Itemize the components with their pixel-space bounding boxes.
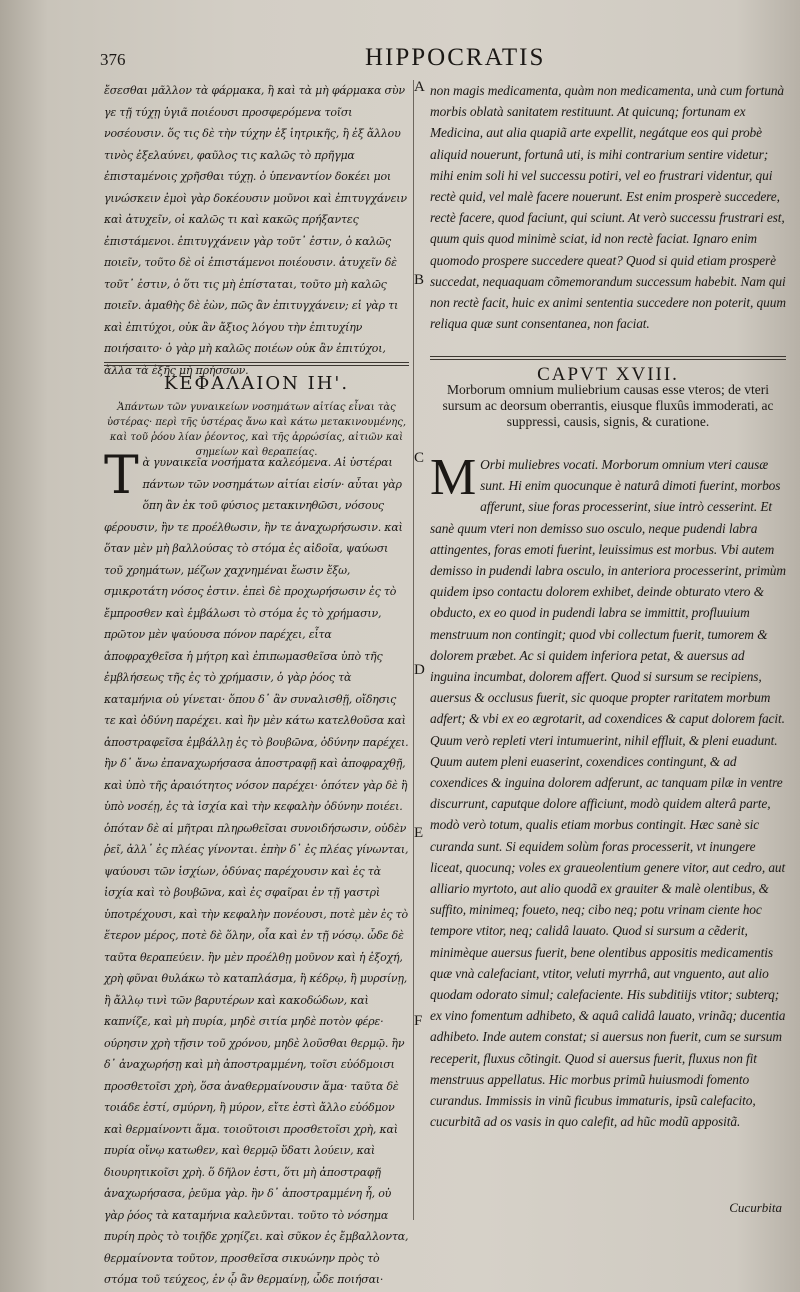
running-head (100, 44, 780, 78)
margin-letter-b: B (414, 272, 425, 288)
page-number: 376 (100, 50, 126, 69)
greek-body-text: ὰ γυναικεῖα νοσήματα καλεόμενα. Αἱ ὑστέραι πάντων τῶν νοσημάτων αἰτίαι εἰσίν· αὗται γὰρ ὅπη ἂν ἐκ τοῦ φύσιος μετακινηθῶσι, νόσους φέρουσιν, ἢν τε προέλθωσιν, ἢν τε ἀναχωρήσωσιν. καὶ ὅταν μὲν μὴ βαλλούσας τὸ στόμα ἐς αἰδοῖα, ψαύωσι τοῦ χρημάτων, μέζων χαχνημέναι ἔωσιν ἔξω, σμικροτάτη νόσος ἐστιν. ἐπεὶ δὲ προχωρήσωσιν ἐς τὸ ἔμπροσθεν καὶ ἐμβάλωσι τὸ στόμα ἐς τὸ χρήμασιν, πρῶτον μὲν ψαύουσα πόνον παρέχει, εἶτα ἀποφραχθεῖσα ἡ μήτρη καὶ ἐπιπωμασθεῖσα ὑπὸ τῆς ἐμβλήσεως τῆς ἐς τὸ χρήμασιν, ὁ γὰρ ῥόος τὰ καταμήνια οὐ γίνεται· ὅπου δ᾽ ἂν συναλισθῇ, οἴδησις τε καὶ ὀδύνη παρέχει. καὶ ἢν μὲν κάτω κατελθοῦσα καὶ ἀποστραφεῖσα ἐμβάλλῃ ἐς τὸ βουβῶνα, ὀδύνην παρέχει. ἢν δ᾽ ἄνω ἐπαναχωρήσασα ἀποστραφῇ καὶ ἀποφραχθῇ, καὶ ὑπὸ τῆς ἀραιότητος νόσον παρέχει· ὁπότεν γὰρ δὲ ἢ ὑπὸ νοσέῃ, ἐς τὰ ἰσχία καὶ τὴν κεφαλὴν ὀδύνην ποιέει. ὁπόταν δὲ αἱ μῆτραι πληρωθεῖσαι συνοιδήσωσιν, οὐδὲν ῥεῖ, ἀλλ᾽ ἐς πλέας γίνονται. ἐπὴν δ᾽ ἐς πλέας γίνωνται, ψαύουσι τῶν ἰσχίων, ὀδύνας παρέχουσιν καὶ ἐς τὰ ἰσχία καὶ τὸ βουβῶνα, καὶ ἐς σφαῖραι ἐν τῇ γαστρὶ ὑποτρέχουσι, καὶ τὴν κεφαλὴν πονέουσι, ποτὲ μὲν ἐς τὸ ἕτερον μέρος, ποτὲ δὲ ὅλην, οἷα καὶ ἐν τῇ νόσῳ. ὧδε δὲ ταῦτα θεραπεύειν. ἢν μὲν προέλθῃ μοῦνον καὶ ἡ ἐξοχή, χρὴ φῦναι θυλάκω τὸ καταπλάσμα, ἢ κέδρῳ, ἢ μυρσίνῃ, ἢ ἄλλῳ τινὶ τῶν βαρυτέρων καὶ κακοδώδων, καὶ καπνίζε, καὶ μὴ πυρία, μηδὲ σιτία μηδὲ ποτὸν φέρε· ούρησιν χρὴ τῇσιν τοῦ χρόνου, μηδὲ λοῦσθαι θερμῷ. ἢν δ᾽ ἀναχωρήσῃ καὶ μὴ ἀποστραμμένη, τοῖσι εὐόδμοισι προσθετοῖσι χρὴ, ὅσα ἀναθερμαίνουσιν ἅμα· ταῦτα δὲ τοιάδε ἐστί, σμύρνη, ἢ μύρον, εἴτε ἐστὶ ἄλλο εὐόδμον καὶ θερμαίνοντι ἅμα. τοιοῦτοισι προσθετοῖσι χρὴ, καὶ πυρία οἴνῳ κατωθεν, καὶ θερμῷ ὕδατι λούειν, καὶ διουρητικοῖσι χρὴ. ὅ δῆλον ἐστι, ὅτι μὴ ἀποστραφῇ ἀναχωρήσασα, ῥεῦμα γὰρ. ἢν δ᾽ ἀποστραμμένη ἦ, οὐ γὰρ ῥόος τὰ καταμήνια καλεῦνται. τοῦτο τὸ νόσημα πυρίη πρὸς τὸ τοιῇδε χρηίζει. καὶ σῦκον ἐς ἔμβαλλοντα, θερμαίνοντα τοῦτον, προσθεῖσα σικυώνην πρὸς τὸ στόμα τοῦ τεύχεος, ἐν ᾧ ἂν θερμαίνῃ, ὧδε ποιήσαι· (104, 456, 409, 1286)
latin-chapter-heading: CAPVT XVIII. (537, 364, 679, 385)
catchword: Cucurbita (729, 1200, 782, 1215)
latin-chapter-summary: Morborum omnium muliebrium causas esse vteros; de vteri sursum ac deorsum oberrantis, eiusque fluxûs immoderati, ac suppressi, causis, signis, & curatione. (442, 382, 774, 429)
greek-chapter-heading: ΚΕΦΑΛΑΙΟΝ ΙΗ'. (163, 373, 350, 394)
greek-chapter-summary: Ἁπάντων τῶν γυναικείων νοσημάτων αἰτίας εἶναι τὰς ὑστέρας· περὶ τῆς ὑστέρας ἄνω καὶ κάτω μετακινουμένης, καὶ τοῦ ῥόου λίαν ῥέοντος, καὶ τῆς ἀρρώσίας, αἰτιῶν καὶ σημείων καὶ θεραπείας. (106, 402, 407, 458)
latin-body-text: Orbi muliebres vocati. Morborum omnium vteri causæ sunt. Hi enim quocunque è naturâ dimoti fuerint, morbos afferunt, siue foras processerint, siue intrò cesserint. Et sanè quum vteri non demisso suo osculo, neque pudendi labra attingentes, foras emoti fuerint, leuissimus est morbus. Vbi autem demisso in pudendi labra osculo, in anteriora processerint, primùm quidem ipso contactu dolorem exhibet, deinde obturato vtero & obducto, ex eo quod in pudendi labra se immittit, profluuium menstruum non contingit; quod vbi collectum fuerit, tumorem & dolorem præbet. Ac si quidem inferiora petat, & auersus ad inguina incumbat, dolorem affert. Quod si sursum se recipiens, auersus & occlusus fuerit, sic quoque propter raritatem morbum adfert; & vbi ex eo ægrotarit, ad coxendices & caput dolorem facit. Quum verò repleti vteri intumuerint, nihil effluit, & pleni euadunt. Quum autem pleni euaserint, coxendices contingunt, & ad coxendices & inguina dolorem adferunt, ac tanquam pilæ in ventre discurrunt, caputque dolore afficiunt, modò quidem alterâ parte, modò verò totum, qualis etiam morbus contingit. Hæc sanè sic curanda sunt. Si equidem solùm foras processerit, vt inungere liceat, quocunq; voles ex graueolentium genere vitor, aut cedro, aut alliario myrtoto, aut alio quodã ex grauiter & malè olentibus, & suffito, minimeq; foueto, neq; cibo neq; potu vrinam ciente hoc tempore vtitor, neq; calidâ lauato. Quod si sursum a cẽderit, minimèque auersus fuerit, bene olentibus appositis medicamentis quæ vnà calefaciant, vtitor, veluti myrrhâ, aut vnguento, aut alio quodam odorato simul; calefaciente. His subditiijs vtitor; subterq; ex vino fomentum adhibeto, & aquâ calidâ lauato, vrinãq; ducentia adhibeto. Inde autem constat; si auersus non fuerit, cum se sursum receperit, fluxus cõtingit. Quod si auersus fuerit, fluxus non fit menstruus appellatus. Hic morbus primũ huiusmodi fomento curandus. Immissis in vinũ ficubus immaturis, ipsũ calefacito, cucurbitã ad os vasis in quo calefit, ad hũc modũ appositã. (430, 457, 786, 1130)
greek-column (104, 80, 409, 1286)
column-divider (413, 80, 414, 1220)
greek-body (104, 446, 409, 1286)
latin-top-text: non magis medicamenta, quàm non medicamenta, unà cum fortunà morbis oblatà sanitatem restituunt. At quicunq; fortunam ex Medicina, aut alia quapiã arte expellit, negátque eos qui probè aliquid nouerunt, fortunâ uti, is mihi contrarium sentire videtur; mihi enim soli hi vel successu potiri, vel eo frustrari videntur, qui rectè quid, vel malè facere nouerunt. Est enim prosperè succedere, rectè facere, quod faciunt, qui sciunt. At verò successu frustrari est, quum quis quod minimè sciat, id non rectè faciat. Ignaro enim quomodo prospere succedere queat? Quod si quid etiam prosperè succedat, nequaquam cõmemorandum successum habebit. Nam qui non rectè facit, huic ex animi sententia succedere non poterit, quum reliqua quæ sunt consentanea, non faciat. (430, 83, 786, 332)
margin-letter-c: C (414, 450, 425, 466)
greek-top-text: ἔσεσθαι μᾶλλον τὰ φάρμακα, ἢ καὶ τὰ μὴ φάρμακα σὺν γε τῇ τύχῃ ὑγιᾶ ποιέουσι προσφερόμενα τοῖσι νοσέουσιν. ὅς τις δὲ τὴν τύχην ἐξ ἰητρικῆς, ἢ ἐξ ἄλλου τινὸς ἐξελαύνει, φαῦλος τις καλῶς τὸ πρῆγμα ἐπισταμένοις χρῆσθαι τύχῃ. ὁ ὑπεναντίον δοκέει μοι γινώσκειν ἐμοὶ γὰρ δοκέουσιν μοῦνοι καὶ ἐπιτυγχάνειν καὶ ἀτυχεῖν, οἱ καλῶς τι καὶ κακῶς πρήξαντες ἐπιστάμενοι. ἐπιτυγχάνειν γὰρ τοῦτ᾽ ἐστιν, ὁ καλῶς ποιεῖν, τοῦτο δὲ οἱ ἐπιστάμενοι ποιέουσιν. ἀτυχεῖν δὲ τοῦτ᾽ ἐστιν, ὁ ὅτι τις μὴ ἐπίσταται, τοῦτο μὴ καλῶς ποιεῖν. ἀμαθὴς δὲ ἐὼν, πῶς ἂν ἐπιτυγχάνειν; εἰ γὰρ τι καὶ ἐπιτύχοι, οὐκ ἂν ἄξιος λόγου τὴν ἐπιτυχίην ποιήσαιτο· ὁ γὰρ μὴ καλῶς ποιέων οὐκ ἂν ἐπιτύχοι, ἄλλα τὰ ἑξῆς μὴ πρήσσων. (104, 84, 407, 377)
margin-letter-f: F (414, 1013, 423, 1029)
latin-body (430, 449, 786, 1194)
greek-dropcap: Τ (104, 446, 139, 506)
margin-letter-e: E (414, 825, 424, 841)
latin-dropcap: M (430, 449, 477, 506)
latin-chapter-rule (430, 356, 786, 360)
latin-column (430, 80, 786, 1220)
margin-letter-a: A (414, 79, 425, 95)
greek-chapter-rule (104, 362, 409, 366)
margin-letter-d: D (414, 662, 425, 678)
running-title: HIPPOCRATIS (365, 44, 546, 71)
